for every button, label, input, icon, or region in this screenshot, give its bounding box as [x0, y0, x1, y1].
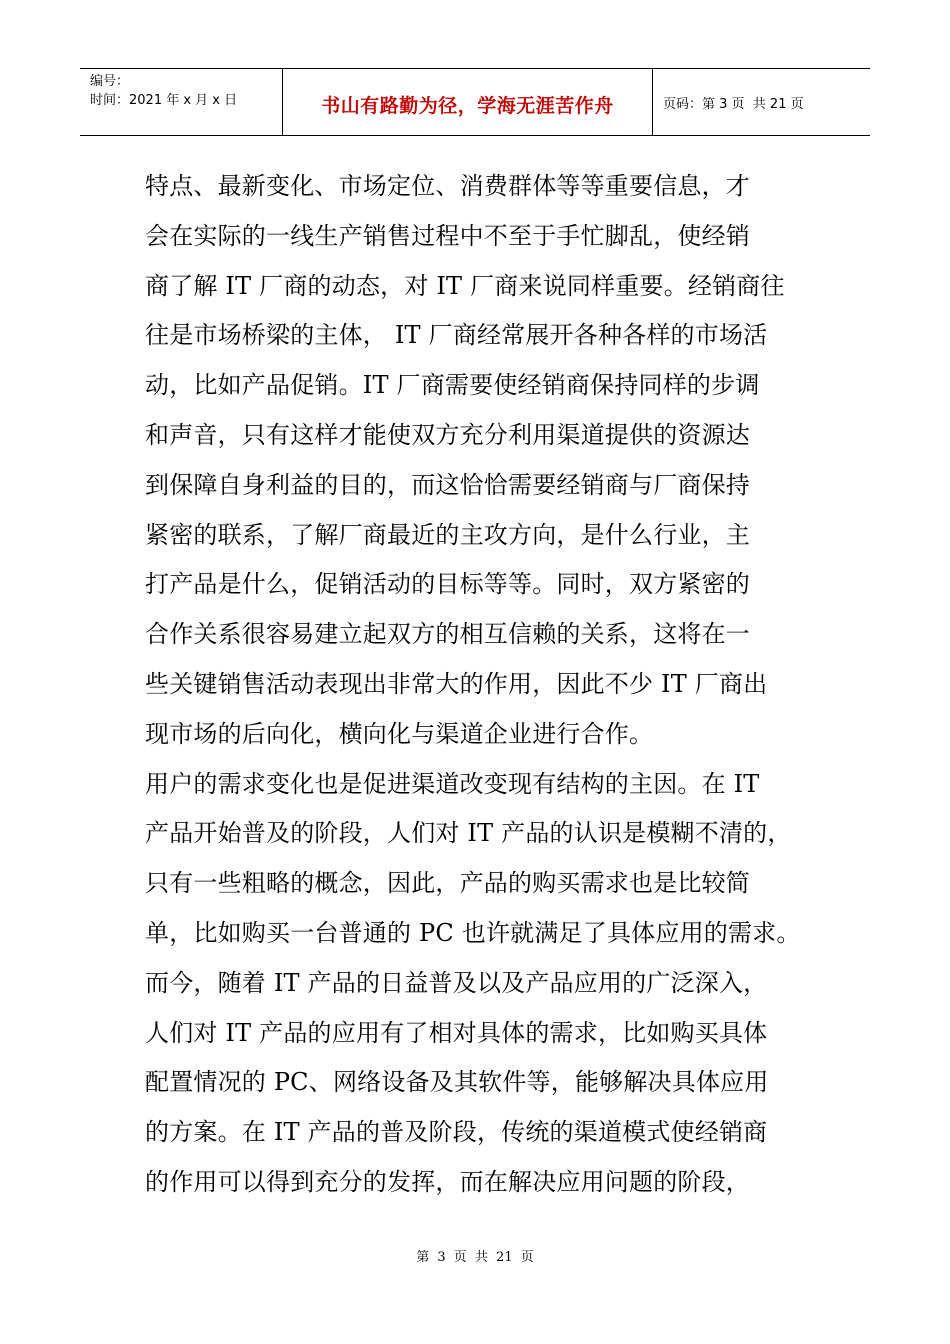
body-line: 人们对 IT 产品的应用有了相对具体的需求，比如购买具体: [145, 1018, 768, 1047]
document-body: [145, 162, 825, 1208]
body-line: 到保障自身利益的目的，而这恰恰需要经销商与厂商保持: [145, 470, 750, 499]
body-line: 产品开始普及的阶段，人们对 IT 产品的认识是模糊不清的，: [145, 819, 792, 848]
header-page-info-cell: [653, 69, 870, 135]
body-line: 打产品是什么，促销活动的目标等等。同时，双方紧密的: [145, 570, 750, 599]
body-line: 动，比如产品促销。IT 厂商需要使经销商保持同样的步调: [145, 371, 760, 400]
body-line: 往是市场桥梁的主体， IT 厂商经常展开各种各样的市场活: [145, 321, 768, 350]
body-line: 紧密的联系，了解厂商最近的主攻方向，是什么行业，主: [145, 520, 750, 549]
body-line: 用户的需求变化也是促进渠道改变现有结构的主因。在 IT: [145, 769, 760, 798]
document-time-label: 时间：2021 年 x 月 x 日: [90, 93, 238, 108]
body-line: 配置情况的 PC、网络设备及其软件等，能够解决具体应用: [145, 1068, 769, 1097]
body-line: 些关键销售活动表现出非常大的作用，因此不少 IT 厂商出: [145, 669, 768, 698]
body-line: 现市场的后向化，横向化与渠道企业进行合作。: [145, 719, 654, 748]
body-line: 合作关系很容易建立起双方的相互信赖的关系，这将在一: [145, 620, 750, 649]
body-line: 单，比如购买一台普通的 PC 也许就满足了具体应用的需求。: [145, 918, 801, 947]
body-line: 商了解 IT 厂商的动态，对 IT 厂商来说同样重要。经销商往: [145, 271, 785, 300]
body-line: 会在实际的一线生产销售过程中不至于手忙脚乱，使经销: [145, 221, 750, 250]
body-line: 而今，随着 IT 产品的日益普及以及产品应用的广泛深入，: [145, 968, 768, 997]
page-footer: 第 3 页 共 21 页: [416, 1250, 534, 1265]
document-number-label: 编号：: [90, 74, 130, 89]
body-line: 的作用可以得到充分的发挥，而在解决应用问题的阶段，: [145, 1167, 750, 1196]
header-motto-cell: [283, 69, 653, 135]
body-line: 特点、最新变化、市场定位、消费群体等等重要信息，才: [145, 172, 750, 200]
body-line: 只有一些粗略的概念，因此，产品的购买需求也是比较简: [145, 869, 750, 898]
header-page-info: 页码：第 3 页 共 21 页: [663, 96, 804, 112]
body-line: 的方案。在 IT 产品的普及阶段，传统的渠道模式使经销商: [145, 1118, 768, 1147]
header-meta: [80, 69, 283, 135]
body-line: 和声音，只有这样才能使双方充分利用渠道提供的资源达: [145, 420, 750, 449]
page-header: [80, 68, 870, 136]
header-motto: 书山有路勤为径，学海无涯苦作舟: [321, 94, 614, 117]
